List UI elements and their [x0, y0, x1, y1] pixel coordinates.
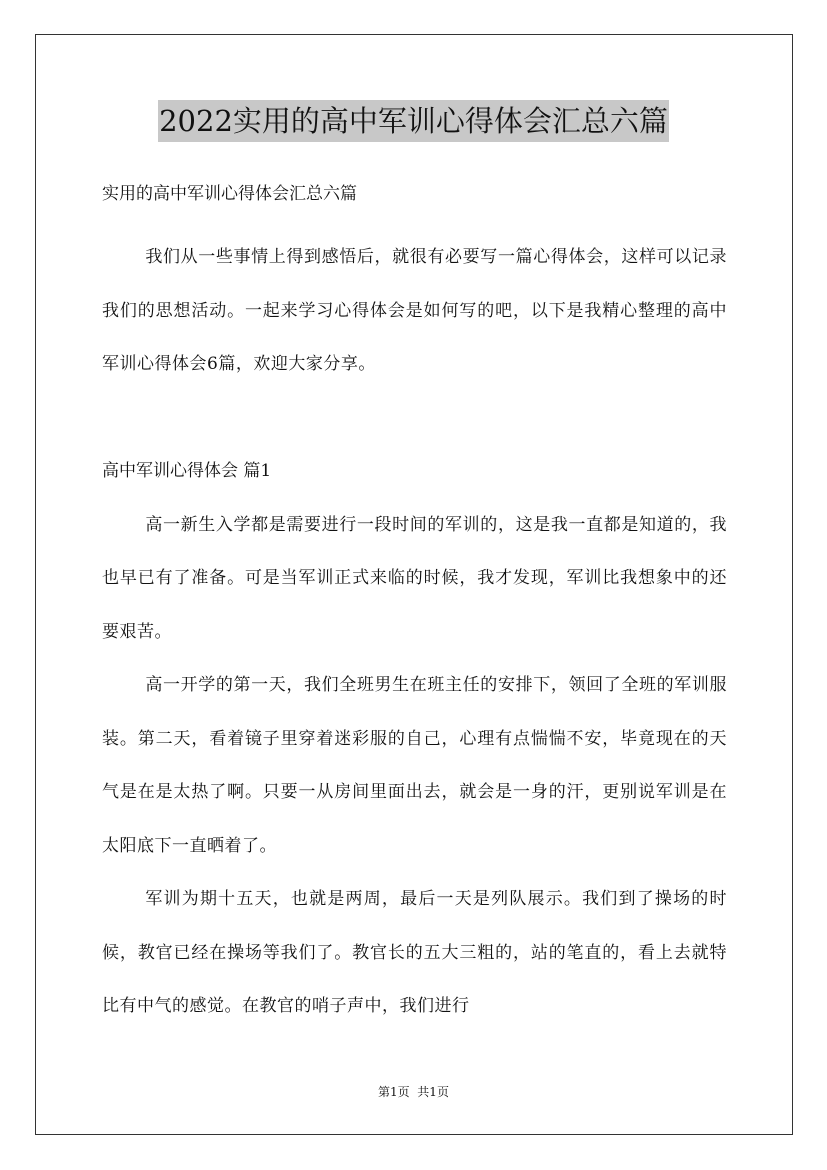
page-footer: 第1页 共1页 — [378, 1085, 449, 1099]
document-subtitle: 实用的高中军训心得体会汇总六篇 — [102, 184, 357, 204]
title-container — [0, 100, 827, 142]
blank-line — [102, 392, 727, 446]
document-body — [102, 231, 727, 1034]
body-paragraph-1: 高一新生入学都是需要进行一段时间的军训的，这是我一直都是知道的，我也早已有了准备。可是当军训正式来临的时候，我才发现，军训比我想象中的还要艰苦。 — [102, 514, 727, 642]
body-paragraph-2: 高一开学的第一天，我们全班男生在班主任的安排下，领回了全班的军训服装。第二天，看着镜子里穿着迷彩服的自己，心理有点惴惴不安，毕竟现在的天气是在是太热了啊。只要一从房间里面出去，就会是一身的汗，更别说军训是在太阳底下一直晒着了。 — [102, 675, 727, 856]
document-title: 2022实用的高中军训心得体会汇总六篇 — [158, 100, 669, 142]
intro-paragraph: 我们从一些事情上得到感悟后，就很有必要写一篇心得体会，这样可以记录我们的思想活动。一起来学习心得体会是如何写的吧，以下是我精心整理的高中军训心得体会6篇，欢迎大家分享。 — [102, 247, 727, 374]
body-paragraph-3: 军训为期十五天，也就是两周，最后一天是列队展示。我们到了操场的时候，教官已经在操场等我们了。教官长的五大三粗的，站的笔直的，看上去就特比有中气的感觉。在教官的哨子声中，我们进行 — [102, 889, 727, 1016]
section-heading: 高中军训心得体会 篇1 — [102, 461, 272, 481]
